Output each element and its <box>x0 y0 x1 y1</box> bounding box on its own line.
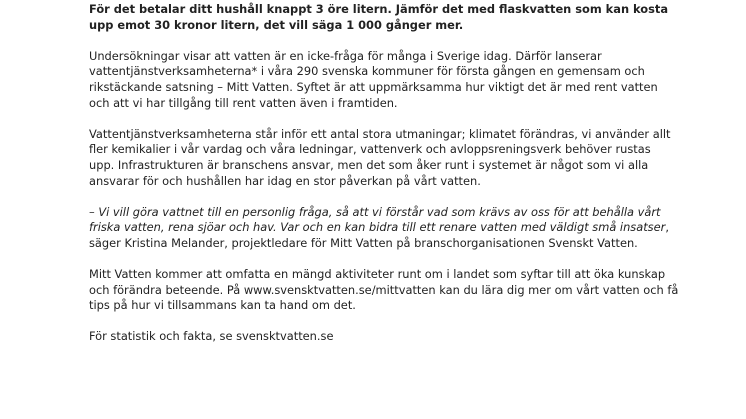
quote-attribution: , säger Kristina Melander, projektledare för Mitt Vatten på branschorganisationen Svenskt Vatten. <box>89 220 669 250</box>
paragraph-challenges: Vattentjänstverksamheterna står inför ett antal stora utmaningar; klimatet förändras, vi använder allt fler kemikalier i vår vardag och våra ledningar, vattenverk och avloppsreningsverk behöver rustas upp. Infrastrukturen är branschens ansvar, men det som åker runt i systemet är något som vi alla ansvarar för och hushållen har idag en stor påverkan på vårt vatten. <box>89 126 671 188</box>
paragraph-survey: Undersökningar visar att vatten är en icke-fråga för många i Sverige idag. Därför lanserar vattentjänstverksamheterna* i våra 290 svenska kommuner för första gången en gemensam och rikstäckande satsning – Mitt Vatten. Syftet är att uppmärksamma hur viktigt det är med rent vatten och att vi har tillgång till rent vatten även i framtiden. <box>89 48 658 110</box>
quote-text: – Vi vill göra vattnet till en personlig fråga, så att vi förstår vad som krävs av oss för att behålla vårt friska vatten, rena sjöar och hav. Var och en kan bidra till ett renare vatten med väldigt små insatser <box>89 204 666 235</box>
lead-paragraph: För det betalar ditt hushåll knappt 3 öre litern. Jämför det med flaskvatten som kan kosta upp emot 30 kronor litern, det vill säga 1 000 gånger mer. <box>89 2 669 32</box>
document-body <box>89 2 679 361</box>
paragraph-quote <box>89 205 679 252</box>
paragraph-activities: Mitt Vatten kommer att omfatta en mängd aktiviteter runt om i landet som syftar till att öka kunskap och förändra beteende. På www.svensktvatten.se/mittvatten kan du lära dig mer om vårt vatten och få tips på hur vi tillsammans kan ta hand om det. <box>89 267 679 313</box>
paragraph-statistics: För statistik och fakta, se svensktvatten.se <box>89 329 334 344</box>
